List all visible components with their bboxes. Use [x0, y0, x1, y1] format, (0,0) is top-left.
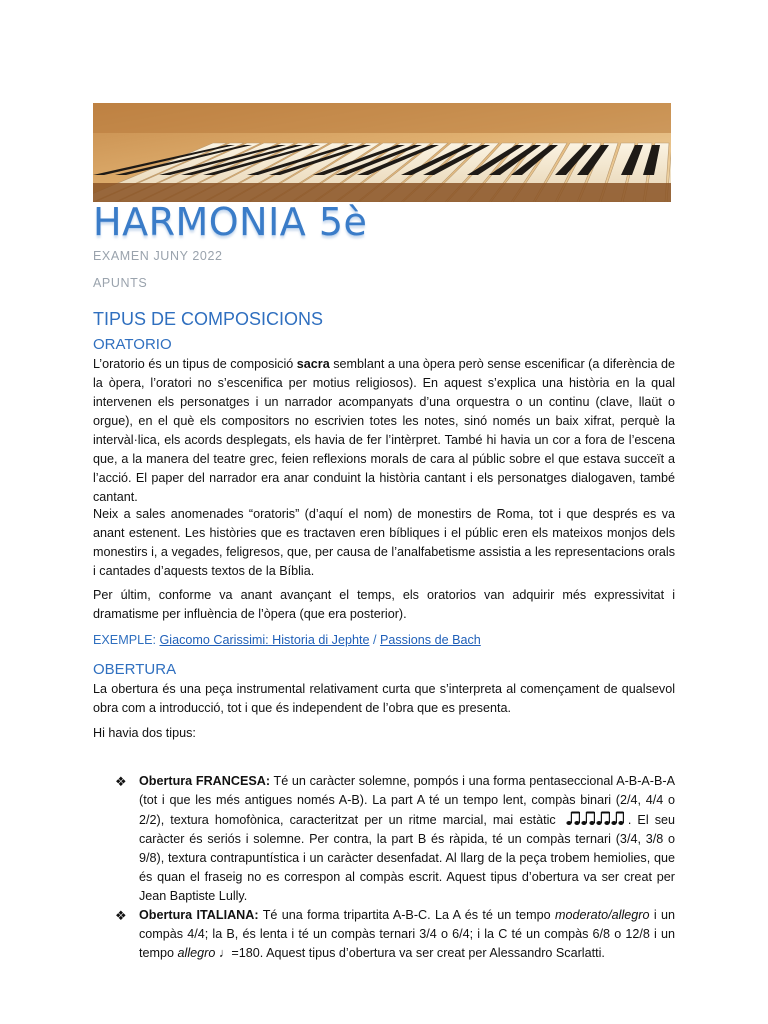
- header-banner-image: [93, 103, 671, 202]
- obertura-types-list: [115, 772, 675, 963]
- oratorio-paragraph-3: Per últim, conforme va anant avançant el temps, els oratorios van adquirir més expressivitat i dramatisme per influència de l’òpera (que era posterior).: [93, 588, 675, 621]
- oratorio-paragraph-1: L’oratorio és un tipus de composició sacra semblant a una òpera però sense escenificar (a diferència de la òpera, l’oratori no s’escenifica per motius religiosos). En aquest s’explica una història en la qual intervenen els personatges i un narrador acompanyats d’una orquestra o un continu (clave, llaüt o orgue), en el què els compositors no escrivien totes les notes, sinó només un baix xifrat, perquè la intervàl·lica, els acords desplegats, els havia de fer l’intèrpret. També hi havia un cor a fora de l’escena que, a la manera del teatre grec, feien reflexions morals de cara al públic sobre el que estava succeït a l’acció. El paper del narrador era anar conduint la història cantant i els personatges dialogaven, també cantant.: [93, 357, 675, 504]
- section-title: TIPUS DE COMPOSICIONS: [93, 309, 324, 329]
- obertura-paragraph-2: Hi havia dos tipus:: [93, 726, 196, 740]
- diamond-bullet-icon: ❖: [115, 774, 127, 789]
- obertura-paragraph-1: La obertura és una peça instrumental relativament curta que s’interpreta al començament de qualsevol obra com a introducció, tot i que és independent de l’obra que es presenta.: [93, 682, 675, 715]
- list-item-francesa: ❖ Obertura FRANCESA: Té un caràcter solemne, pompós i una forma pentaseccional A-B-A-B-A (tot i que les més antigues només A-B). La part A té un tempo lent, compàs binari (2/4, 4/4 o 2/2), textura homofònica, caracteritzat per un ritme marcial, mai estàtic . El seu caràcter és seriós i solemne. Per contra, la part B és ràpida, té un compàs ternari (3/4, 3/8 o 9/8), textura contrapuntística i un caràcter desenfadat. Al llarg de la peça trobem hemiolies, que és quan el fraseig no es correspon al compàs escrit. Aquest tipus d’obertura va ser creat per Jean Baptiste Lully.: [115, 774, 676, 903]
- piano-keys-image: [93, 103, 671, 202]
- sacra-bold: sacra: [296, 357, 330, 371]
- example-link-bach[interactable]: Passions de Bach: [379, 633, 481, 647]
- notes-subtitle: APUNTS: [93, 276, 148, 290]
- oratorio-heading: ORATORIO: [93, 336, 172, 353]
- diamond-bullet-icon: ❖: [115, 908, 127, 923]
- oratorio-paragraph-2: Neix a sales anomenades “oratoris” (d’aquí el nom) de monestirs de Roma, tot i que després es va anant estenent. Les històries que es tractaven eren bíbliques i el públic eren els mateixos monjos dels monestirs i, a vegades, feligresos, que, per causa de l’analfabetisme assistia a les representacions orals i cantades d’aquests textos de la Bíblia.: [93, 507, 675, 578]
- oratorio-example: EXEMPLE: Giacomo Carissimi: Historia di Jephte / Passions de Bach: [93, 633, 481, 647]
- rhythm-notes-icon: [566, 810, 624, 826]
- document-title: HARMONIA 5è: [93, 200, 368, 244]
- list-item-italiana: ❖ Obertura ITALIANA: Té una forma tripartita A-B-C. La A és té un tempo moderato/allegro i un compàs 4/4; la B, és lenta i té un compàs ternari 3/4 o 6/4; i la C té un compàs 6/8 o 12/8 i un tempo allegro ♩=180. Aquest tipus d’obertura va ser creat per Alessandro Scarlatti.: [115, 908, 675, 960]
- exam-subtitle: EXAMEN JUNY 2022: [93, 249, 223, 263]
- example-link-carissimi[interactable]: Giacomo Carissimi: Historia di Jephte: [159, 633, 370, 647]
- quarter-note-icon: ♩: [215, 946, 232, 960]
- obertura-heading: OBERTURA: [93, 661, 177, 678]
